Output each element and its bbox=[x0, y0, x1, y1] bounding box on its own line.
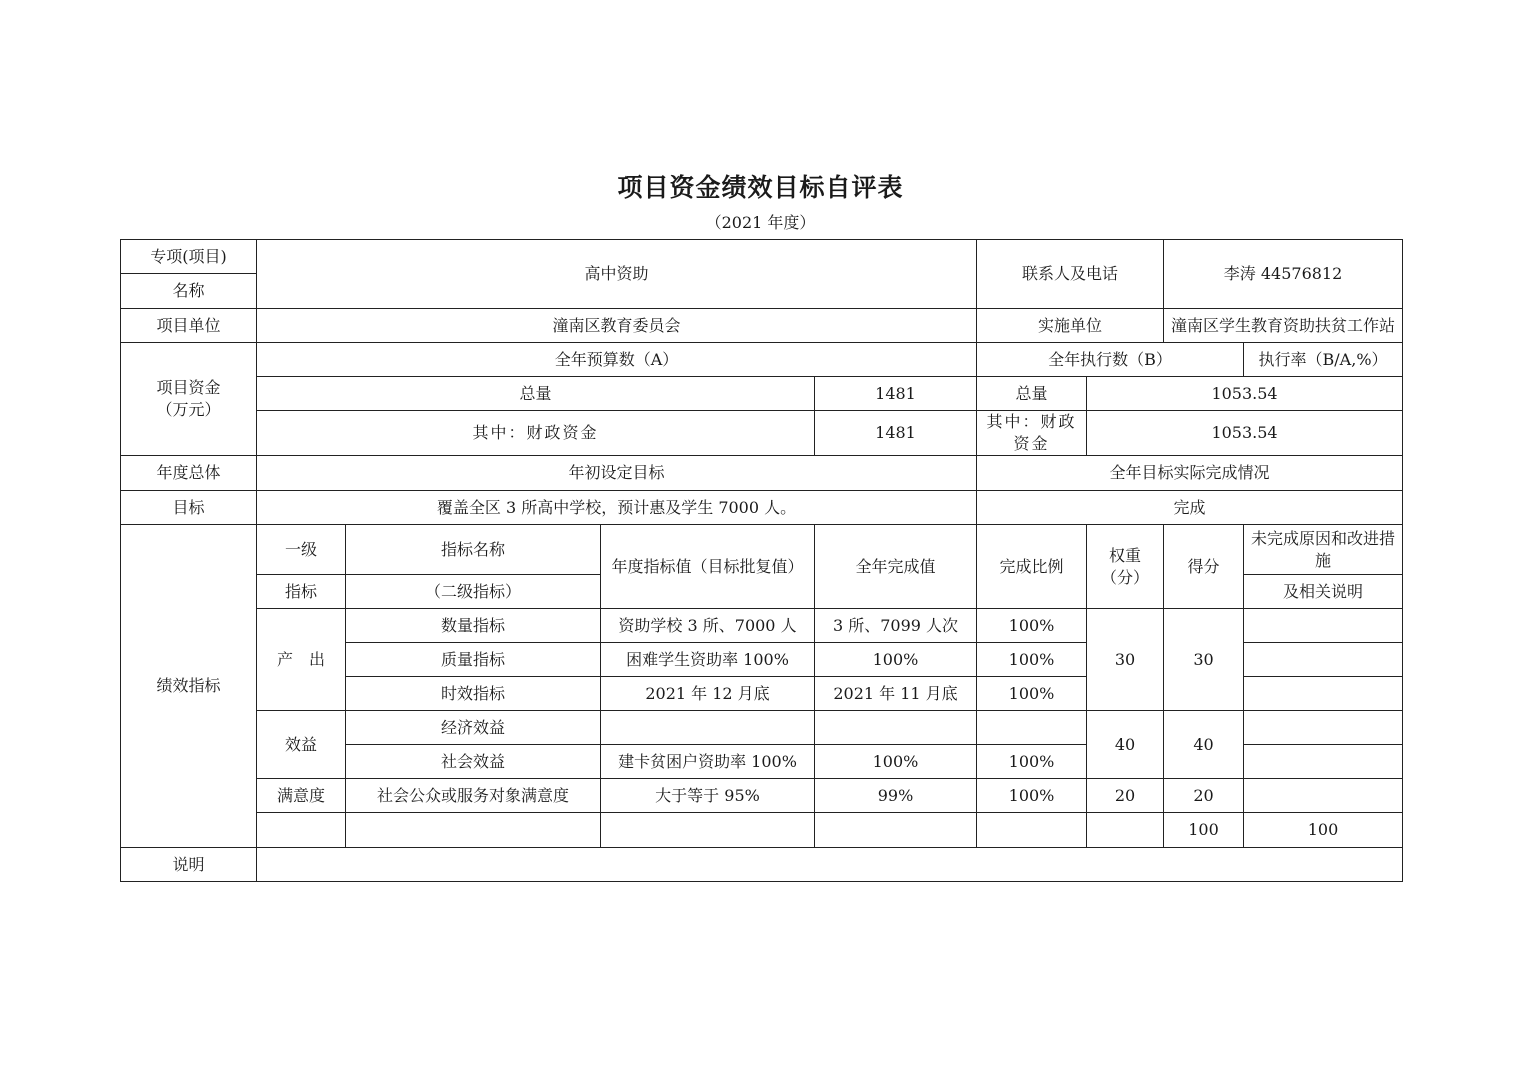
unit-label: 项目单位 bbox=[121, 309, 257, 343]
funds-label-line2: （万元） bbox=[156, 400, 221, 419]
goal-label: 年度总体 bbox=[121, 456, 257, 491]
total-exec: 1053.54 bbox=[1087, 377, 1403, 411]
impl-label: 实施单位 bbox=[977, 309, 1164, 343]
indicator-target bbox=[601, 711, 815, 745]
output-weight: 30 bbox=[1087, 609, 1164, 711]
col-level1-2: 指标 bbox=[257, 575, 346, 609]
indicators-label: 绩效指标 bbox=[121, 525, 257, 848]
indicator-reason bbox=[1244, 745, 1403, 779]
benefit-score: 40 bbox=[1164, 711, 1244, 779]
indicator-name: 社会效益 bbox=[346, 745, 601, 779]
col-level1: 一级 bbox=[257, 525, 346, 575]
indicator-ratio: 100% bbox=[977, 609, 1087, 643]
indicator-ratio: 100% bbox=[977, 677, 1087, 711]
indicator-ratio: 100% bbox=[977, 745, 1087, 779]
indicator-reason bbox=[1244, 677, 1403, 711]
goal-initial-header: 年初设定目标 bbox=[257, 456, 977, 491]
satisfaction-score: 20 bbox=[1164, 779, 1244, 813]
indicator-target: 困难学生资助率 100% bbox=[601, 643, 815, 677]
indicator-name: 社会公众或服务对象满意度 bbox=[346, 779, 601, 813]
indicator-actual: 99% bbox=[815, 779, 977, 813]
benefit-label: 效益 bbox=[257, 711, 346, 779]
col-name-2: （二级指标） bbox=[346, 575, 601, 609]
indicator-name: 经济效益 bbox=[346, 711, 601, 745]
exec-header: 全年执行数（B） bbox=[977, 343, 1244, 377]
goal-label-2: 目标 bbox=[121, 491, 257, 525]
indicator-target: 2021 年 12 月底 bbox=[601, 677, 815, 711]
satisfaction-label: 满意度 bbox=[257, 779, 346, 813]
col-name: 指标名称 bbox=[346, 525, 601, 575]
total-budget: 1481 bbox=[815, 377, 977, 411]
indicator-name: 时效指标 bbox=[346, 677, 601, 711]
col-actual: 全年完成值 bbox=[815, 525, 977, 609]
indicator-ratio: 100% bbox=[977, 779, 1087, 813]
total-row-empty bbox=[977, 813, 1087, 848]
col-weight: 权重（分） bbox=[1087, 525, 1164, 609]
fiscal-budget: 1481 bbox=[815, 411, 977, 456]
contact-value: 李涛 44576812 bbox=[1164, 240, 1403, 309]
indicator-target: 建卡贫困户资助率 100% bbox=[601, 745, 815, 779]
total-score: 100 bbox=[1244, 813, 1403, 848]
indicator-actual: 100% bbox=[815, 745, 977, 779]
project-name: 高中资助 bbox=[257, 240, 977, 309]
indicator-target: 资助学校 3 所、7000 人 bbox=[601, 609, 815, 643]
indicator-actual bbox=[815, 711, 977, 745]
performance-table bbox=[120, 239, 1403, 882]
col-ratio: 完成比例 bbox=[977, 525, 1087, 609]
indicator-actual: 3 所、7099 人次 bbox=[815, 609, 977, 643]
indicator-actual: 2021 年 11 月底 bbox=[815, 677, 977, 711]
budget-header: 全年预算数（A） bbox=[257, 343, 977, 377]
fiscal-label: 其中：财政资金 bbox=[257, 411, 815, 456]
impl-value: 潼南区学生教育资助扶贫工作站 bbox=[1164, 309, 1403, 343]
output-score: 30 bbox=[1164, 609, 1244, 711]
benefit-weight: 40 bbox=[1087, 711, 1164, 779]
fiscal-exec: 1053.54 bbox=[1087, 411, 1403, 456]
funds-label bbox=[121, 343, 257, 456]
satisfaction-weight: 20 bbox=[1087, 779, 1164, 813]
goal-initial-value: 覆盖全区 3 所高中学校，预计惠及学生 7000 人。 bbox=[257, 491, 977, 525]
goal-actual-value: 完成 bbox=[977, 491, 1403, 525]
total-row-empty bbox=[346, 813, 601, 848]
page-subtitle: （2021 年度） bbox=[705, 213, 816, 232]
total-row-empty bbox=[601, 813, 815, 848]
total-row-label bbox=[257, 813, 346, 848]
total-label: 总量 bbox=[257, 377, 815, 411]
rate-header: 执行率（B/A,%） bbox=[1244, 343, 1403, 377]
funds-label-line1: 项目资金 bbox=[156, 378, 221, 397]
indicator-name: 质量指标 bbox=[346, 643, 601, 677]
contact-label: 联系人及电话 bbox=[977, 240, 1164, 309]
indicator-ratio: 100% bbox=[977, 643, 1087, 677]
col-target: 年度指标值（目标批复值） bbox=[601, 525, 815, 609]
total-weight: 100 bbox=[1164, 813, 1244, 848]
indicator-name: 数量指标 bbox=[346, 609, 601, 643]
unit-value: 潼南区教育委员会 bbox=[257, 309, 977, 343]
note-value bbox=[257, 848, 1403, 882]
indicator-reason bbox=[1244, 643, 1403, 677]
col-score: 得分 bbox=[1164, 525, 1244, 609]
output-label: 产 出 bbox=[257, 609, 346, 711]
fiscal-exec-label: 其中：财政资金 bbox=[977, 411, 1087, 456]
project-label: 专项(项目) bbox=[121, 240, 257, 274]
goal-actual-header: 全年目标实际完成情况 bbox=[977, 456, 1403, 491]
note-label: 说明 bbox=[121, 848, 257, 882]
page-title: 项目资金绩效目标自评表 bbox=[617, 173, 904, 202]
indicator-reason bbox=[1244, 609, 1403, 643]
total-exec-label: 总量 bbox=[977, 377, 1087, 411]
indicator-reason bbox=[1244, 711, 1403, 745]
indicator-target: 大于等于 95% bbox=[601, 779, 815, 813]
total-row-empty bbox=[1087, 813, 1164, 848]
col-reason: 未完成原因和改进措施 bbox=[1244, 525, 1403, 575]
total-row-empty bbox=[815, 813, 977, 848]
indicator-actual: 100% bbox=[815, 643, 977, 677]
col-reason-2: 及相关说明 bbox=[1244, 575, 1403, 609]
indicator-ratio bbox=[977, 711, 1087, 745]
indicator-reason bbox=[1244, 779, 1403, 813]
project-label-2: 名称 bbox=[121, 274, 257, 309]
